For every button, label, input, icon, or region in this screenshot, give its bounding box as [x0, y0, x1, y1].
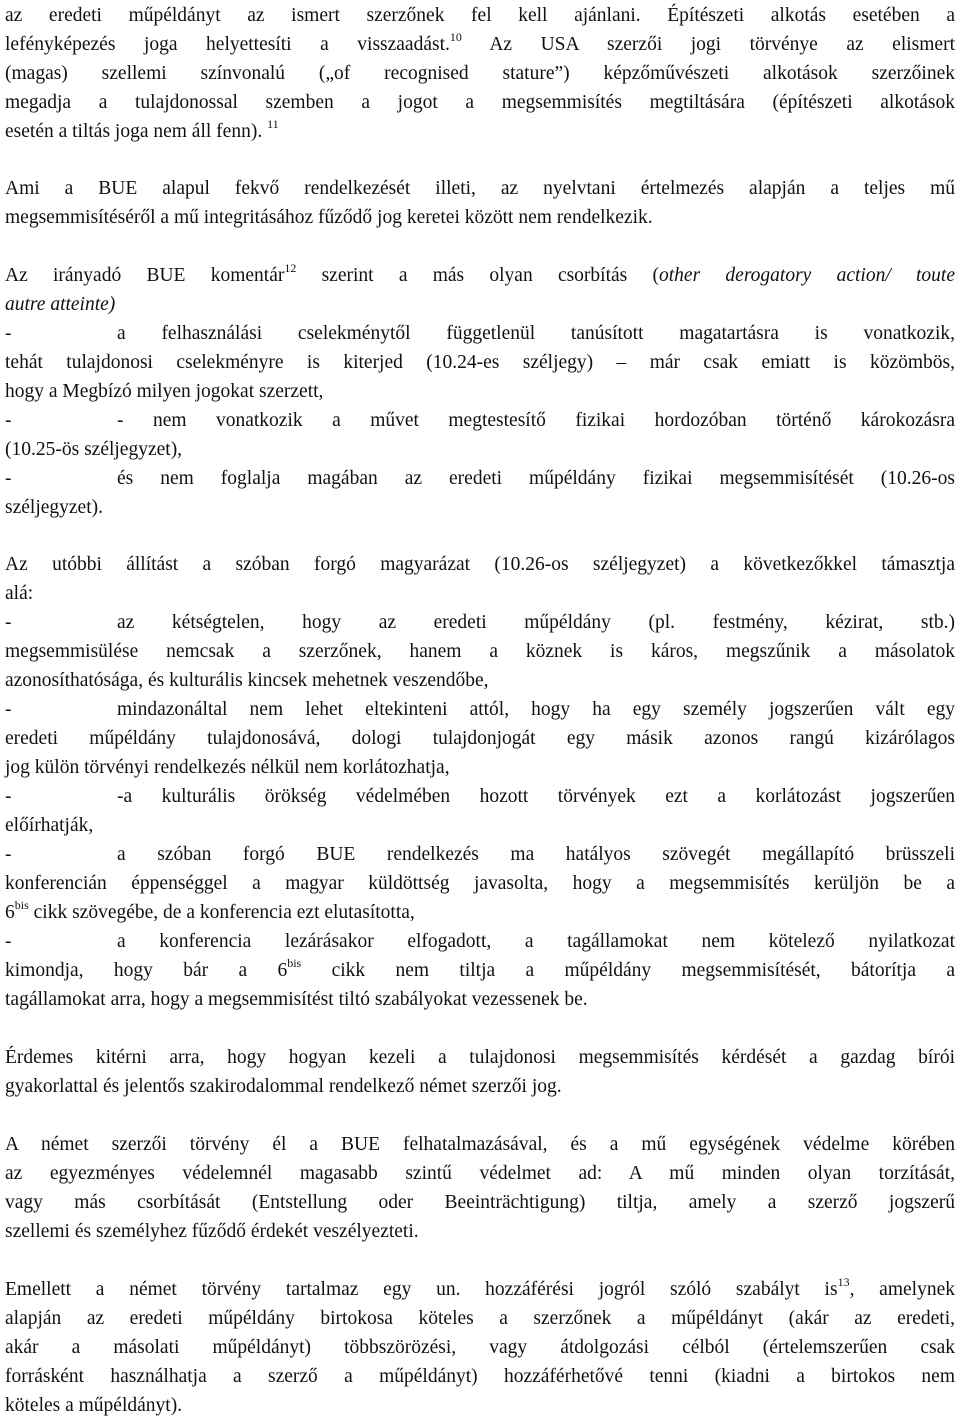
text-line: köteles a műpéldányt). [5, 1395, 183, 1416]
text-line: esetén a tiltás joga nem áll fenn). $^{11}$ [5, 117, 279, 142]
text-line: előírhatják, [5, 815, 94, 836]
text-line: (10.25-ös széljegyzet), [5, 439, 183, 460]
text-line: vagy más csorbítását (Entstellung oder Beeinträchtigung) tiltja, amely a szerző jogszerű [5, 1192, 955, 1213]
text-line: gyakorlattal és jelentős szakirodalommal rendelkező német szerzői jog. [5, 1076, 562, 1097]
list-item: - a szóban forgó BUE rendelkezés ma hatályos szövegét megállapító brüsszeli [5, 844, 955, 865]
superscript: bis [287, 956, 302, 970]
text-line: akár a másolati műpéldányt) többszörözési, vagy átdolgozási célból (értelemszerűen csak [5, 1337, 955, 1358]
text-line: Érdemes kitérni arra, hogy hogyan kezeli a tulajdonosi megsemmisítés kérdését a gazdag bírói [5, 1047, 955, 1068]
superscript: bis [14, 898, 29, 912]
list-item: - -a kulturális örökség védelmében hozott törvények ezt a korlátozást jogszerűen [5, 786, 955, 807]
text-line: az egyezményes védelemnél magasabb szintű védelmet ad: A mű minden olyan torzítását, [5, 1163, 955, 1184]
list-item: - a felhasználási cselekménytől függetlenül tanúsított magatartásra is vonatkozik, [5, 323, 955, 344]
text-line: alá: [5, 583, 34, 604]
text-line: kimondja, hogy bár a $6^{bis}$ cikk nem tiltja a műpéldány megsemmisítését, bátorítja a [5, 956, 955, 981]
text-line: $6^{bis}$ cikk szövegébe, de a konferencia ezt elutasította, [5, 898, 415, 923]
text-line: eredeti műpéldány tulajdonosává, dologi tulajdonjogát egy másik azonos rangú kizárólagos [5, 728, 955, 749]
text-line: Az utóbbi állítást a szóban forgó magyarázat (10.26-os széljegyzet) a következőkkel támasztja [5, 554, 955, 575]
text-line: autre atteinte) [5, 294, 116, 315]
text-line: azonosíthatósága, és kulturális kincsek mehetnek veszendőbe, [5, 670, 489, 691]
text-line: hogy a Megbízó milyen jogokat szerzett, [5, 381, 324, 402]
list-item: - mindazonáltal nem lehet eltekinteni attól, hogy ha egy személy jogszerűen vált egy [5, 699, 955, 720]
list-item: - a konferencia lezárásakor elfogadott, a tagállamokat nem kötelező nyilatkozat [5, 931, 955, 952]
text-line: széljegyzet). [5, 497, 103, 518]
text-line: az eredeti műpéldányt az ismert szerzőnek fel kell ajánlani. Építészeti alkotás esetében a [5, 5, 955, 26]
list-item: - - nem vonatkozik a művet megtestesítő fizikai hordozóban történő károkozásra [5, 410, 955, 431]
text-line: tagállamokat arra, hogy a megsemmisítést tiltó szabályokat vezessenek be. [5, 989, 588, 1010]
footnote-ref: 10 [449, 30, 462, 44]
list-item: - és nem foglalja magában az eredeti műpéldány fizikai megsemmisítését (10.26-os [5, 468, 955, 489]
text-line: Ami a BUE alapul fekvő rendelkezését illeti, az nyelvtani értelmezés alapján a teljes mű [5, 178, 955, 199]
footnote-ref: 11 [267, 117, 279, 131]
text-line: megsemmisülése nemcsak a szerzőnek, hanem a köznek is káros, megszűnik a másolatok [5, 641, 955, 662]
text-line: tehát tulajdonosi cselekményre is kiterjed (10.24-es széljegy) – már csak emiatt is közömbös, [5, 352, 955, 373]
text-line: A német szerzői törvény él a BUE felhatalmazásával, és a mű egységének védelme körében [5, 1134, 955, 1155]
text-line: forrásként használhatja a szerző a műpéldányt) hozzáférhetővé tenni (kiadni a birtokos nem [5, 1366, 955, 1387]
text-line: szellemi és személyhez fűződő érdekét veszélyezteti. [5, 1221, 419, 1242]
footnote-ref: 12 [284, 261, 297, 275]
text-line: megadja a tulajdonossal szemben a jogot a megsemmisítés megtiltására (építészeti alkotások [5, 92, 955, 113]
text-line: (magas) szellemi színvonalú („of recognised stature”) képzőművészeti alkotások szerzőinek [5, 63, 955, 84]
text-line: jog külön törvényi rendelkezés nélkül nem korlátozhatja, [5, 757, 450, 778]
footnote-ref: 13 [837, 1275, 850, 1289]
text-line: megsemmisítéséről a mű integritásához fűződő jog keretei között nem rendelkezik. [5, 207, 653, 228]
text-line: alapján az eredeti műpéldány birtokosa köteles a szerzőnek a műpéldányt (akár az eredeti, [5, 1308, 955, 1329]
list-item: - az kétségtelen, hogy az eredeti műpéldány (pl. festmény, kézirat, stb.) [5, 612, 955, 633]
text-line: Emellett a német törvény tartalmaz egy un. hozzáférési jogról szóló szabályt $is^{13}$, amelynek [5, 1275, 955, 1300]
text-line: lefényképezés joga helyettesíti a visszaadást.$^{10}$ Az USA szerzői jogi törvénye az elismert [5, 30, 955, 55]
text-line: Az irányadó BUE komentár$^{12}$ szerint a más olyan csorbítás (other derogatory action/ toute [5, 261, 955, 286]
text-line: konferencián éppenséggel a magyar küldöttség javasolta, hogy a megsemmisítés kerüljön be a [5, 873, 955, 894]
